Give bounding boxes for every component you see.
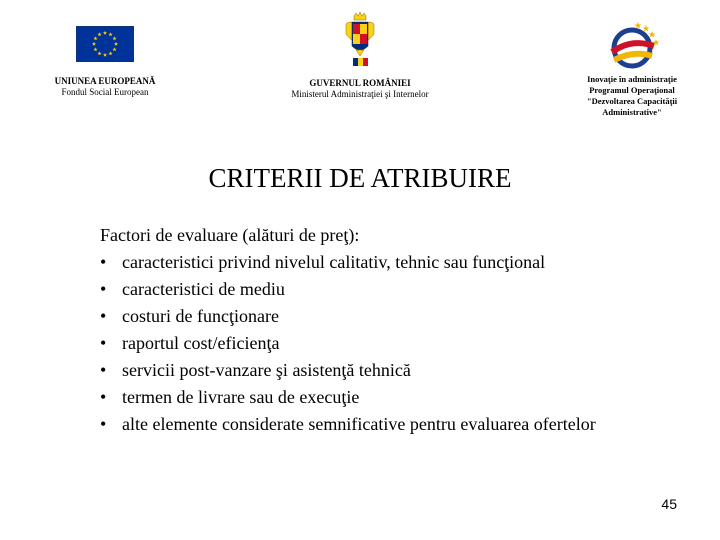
page-number: 45 bbox=[661, 496, 677, 512]
list-item-text: termen de livrare sau de execuţie bbox=[122, 387, 360, 407]
inovatie-logo-icon bbox=[602, 16, 662, 72]
list-item-text: alte elemente considerate semnificative pentru evaluarea ofertelor bbox=[122, 414, 596, 434]
bullet: • bbox=[100, 306, 107, 326]
government-subtitle: Ministerul Administraţiei şi Internelor bbox=[291, 89, 429, 99]
slide-title: CRITERII DE ATRIBUIRE bbox=[208, 163, 512, 193]
program-caption bbox=[558, 74, 706, 118]
bullet: • bbox=[100, 252, 107, 272]
list-item bbox=[100, 276, 700, 303]
intro-text: Factori de evaluare (alături de preţ): bbox=[100, 225, 360, 245]
criteria-list bbox=[100, 249, 700, 438]
list-item-text: caracteristici privind nivelul calitativ, tehnic sau funcţional bbox=[122, 252, 546, 272]
slide-content bbox=[100, 222, 700, 438]
bullet: • bbox=[100, 414, 107, 434]
list-item bbox=[100, 249, 700, 276]
program-line-4: Administrative" bbox=[602, 107, 662, 117]
list-item bbox=[100, 411, 700, 438]
romania-coat-of-arms-icon bbox=[344, 12, 376, 72]
government-logo-block bbox=[260, 12, 460, 100]
program-line-1: Inovaţie în administraţie bbox=[587, 74, 677, 84]
list-item-text: costuri de funcţionare bbox=[122, 306, 279, 326]
list-item bbox=[100, 384, 700, 411]
bullet: • bbox=[100, 279, 107, 299]
list-item bbox=[100, 303, 700, 330]
government-caption bbox=[260, 78, 460, 100]
list-item-text: caracteristici de mediu bbox=[122, 279, 285, 299]
bullet: • bbox=[100, 387, 107, 407]
program-logo-block bbox=[558, 16, 706, 118]
eu-logo-block bbox=[20, 26, 190, 98]
program-line-3: "Dezvoltarea Capacităţii bbox=[586, 96, 678, 106]
eu-subtitle: Fondul Social European bbox=[61, 87, 149, 97]
eu-flag-icon bbox=[76, 26, 134, 62]
bullet: • bbox=[100, 360, 107, 380]
government-title: GUVERNUL ROMÂNIEI bbox=[309, 78, 411, 88]
bullet: • bbox=[100, 333, 107, 353]
eu-title: UNIUNEA EUROPEANĂ bbox=[54, 76, 156, 86]
list-item bbox=[100, 330, 700, 357]
list-item-text: servicii post-vanzare şi asistenţă tehnică bbox=[122, 360, 411, 380]
program-line-2: Programul Operaţional bbox=[589, 85, 675, 95]
list-item-text: raportul cost/eficienţa bbox=[122, 333, 280, 353]
eu-caption bbox=[20, 76, 190, 98]
list-item bbox=[100, 357, 700, 384]
